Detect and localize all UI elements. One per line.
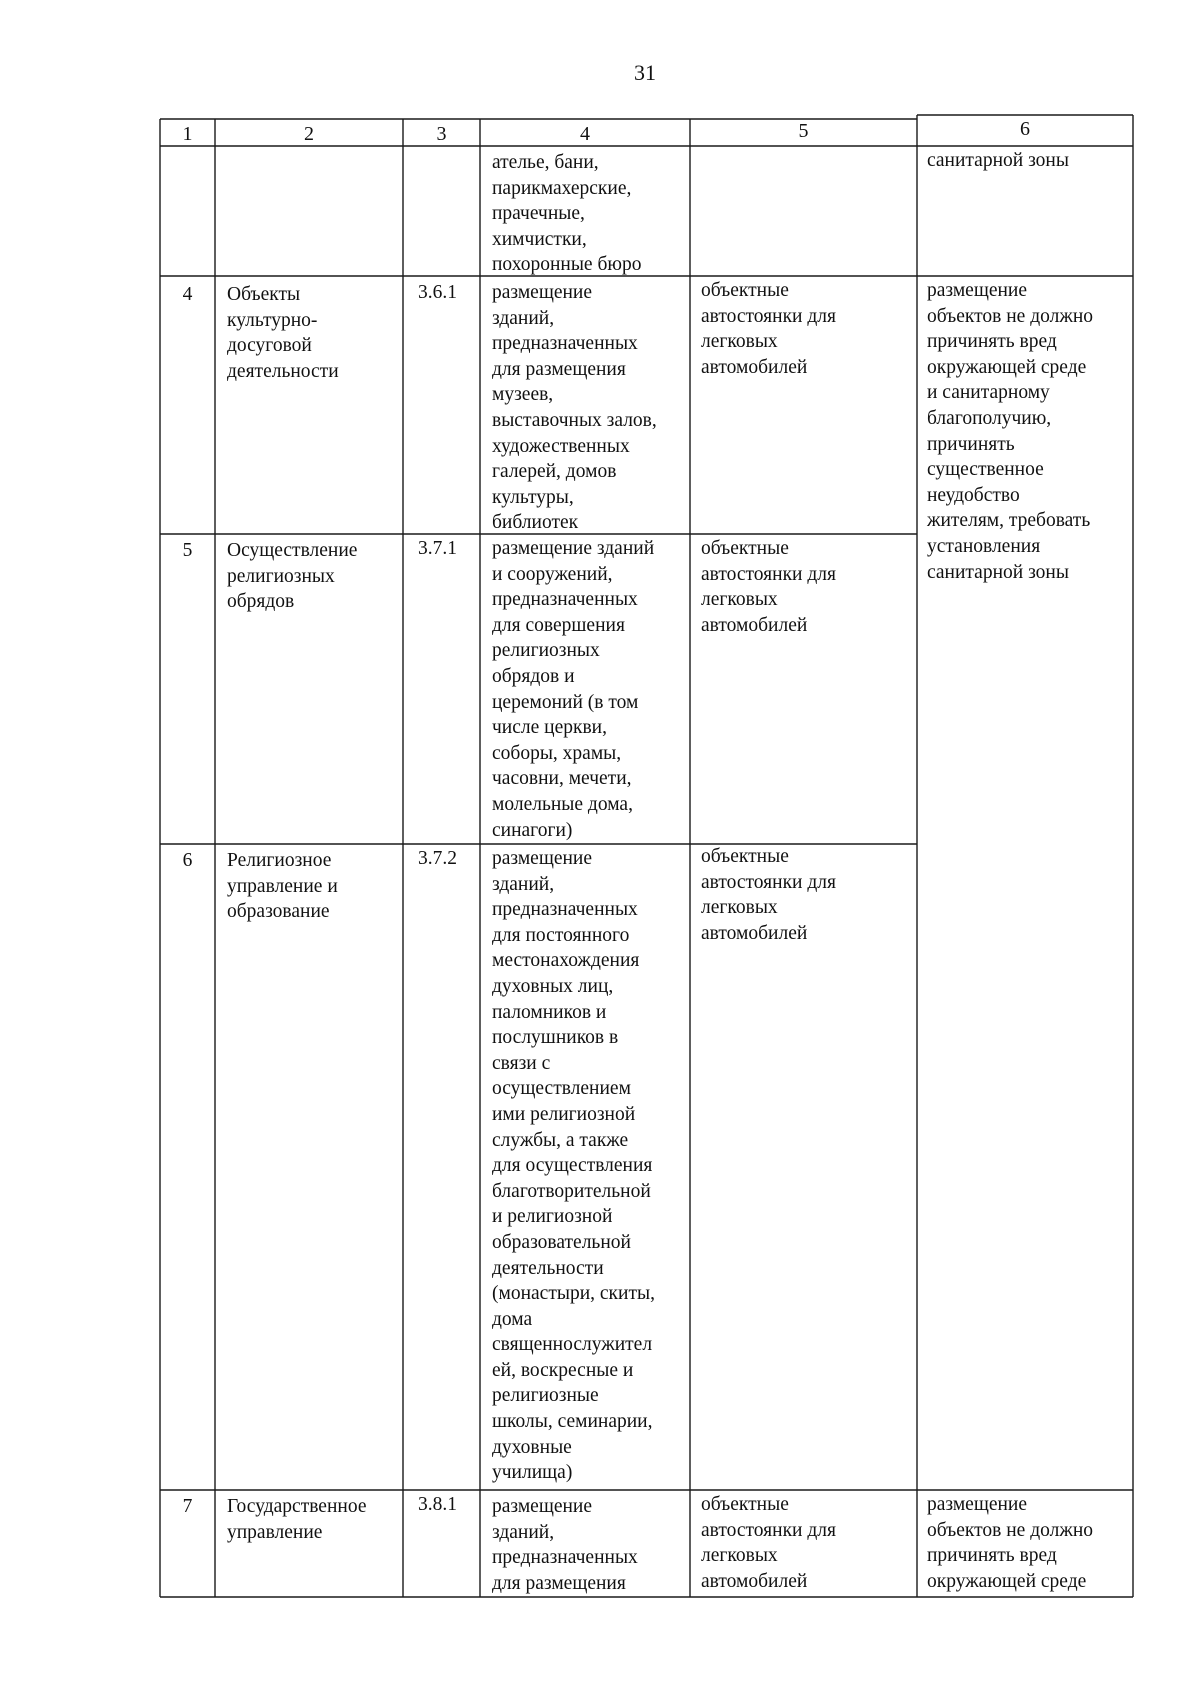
continued-conditions: санитарной зоны bbox=[927, 150, 1069, 171]
row-4-name: Объекты культурно- досуговой деятельности bbox=[227, 284, 339, 382]
row-4-description: размещение зданий, предназначенных для размещения музеев, выставочных залов, художественных галерей, домов культуры, библиотек bbox=[492, 282, 657, 534]
row-6-name: Религиозное управление и образование bbox=[227, 850, 338, 923]
row-5-name: Осуществление религиозных обрядов bbox=[227, 540, 358, 613]
row-6-description: размещение зданий, предназначенных для постоянного местонахождения духовных лиц, паломников и послушников в связи с осуществлением ими религиозной службы, а также для осуществления благотворительной и религиозной образовательной деятельности (монастыри, скиты, дома священнослужител ей, воскресные и религиозные школы, семинарии, духовные училища) bbox=[492, 848, 655, 1484]
page-number: 31 bbox=[634, 60, 656, 85]
row-5-code: 3.7.1 bbox=[418, 538, 457, 559]
row-4-number: 4 bbox=[182, 284, 193, 305]
row-5-number: 5 bbox=[182, 540, 193, 561]
row-4-auxiliary: объектные автостоянки для легковых автомобилей bbox=[701, 280, 836, 378]
continued-description: ателье, бани, парикмахерские, прачечные, химчистки, похоронные бюро bbox=[492, 152, 642, 276]
conditions-merged: размещение объектов не должно причинять вред окружающей среде и санитарному благополучию, причинять существенное неудобство жителям, требовать установления санитарной зоны bbox=[927, 280, 1094, 583]
header-col-5: 5 bbox=[798, 120, 809, 142]
row-7-name: Государственное управление bbox=[227, 1496, 367, 1543]
row-5-description: размещение зданий и сооружений, предназначенных для совершения религиозных обрядов и церемоний (в том числе церкви, соборы, храмы, часовни, мечети, молельные дома, синагоги) bbox=[492, 538, 655, 841]
header-col-1: 1 bbox=[182, 123, 193, 145]
row-4-code: 3.6.1 bbox=[418, 282, 457, 303]
row-7-description: размещение зданий, предназначенных для размещения bbox=[492, 1496, 638, 1594]
row-5-auxiliary: объектные автостоянки для легковых автомобилей bbox=[701, 538, 836, 636]
header-col-2: 2 bbox=[304, 123, 314, 145]
row-7-conditions: размещение объектов не должно причинять вред окружающей среде bbox=[927, 1494, 1094, 1592]
row-6-code: 3.7.2 bbox=[418, 848, 457, 869]
row-7-number: 7 bbox=[182, 1496, 193, 1517]
row-7-code: 3.8.1 bbox=[418, 1494, 457, 1515]
row-6-auxiliary: объектные автостоянки для легковых автомобилей bbox=[701, 846, 836, 944]
header-col-6: 6 bbox=[1020, 118, 1030, 140]
row-7-auxiliary: объектные автостоянки для легковых автомобилей bbox=[701, 1494, 836, 1592]
header-col-3: 3 bbox=[436, 123, 447, 145]
row-6-number: 6 bbox=[182, 850, 193, 871]
header-col-4: 4 bbox=[580, 123, 590, 145]
